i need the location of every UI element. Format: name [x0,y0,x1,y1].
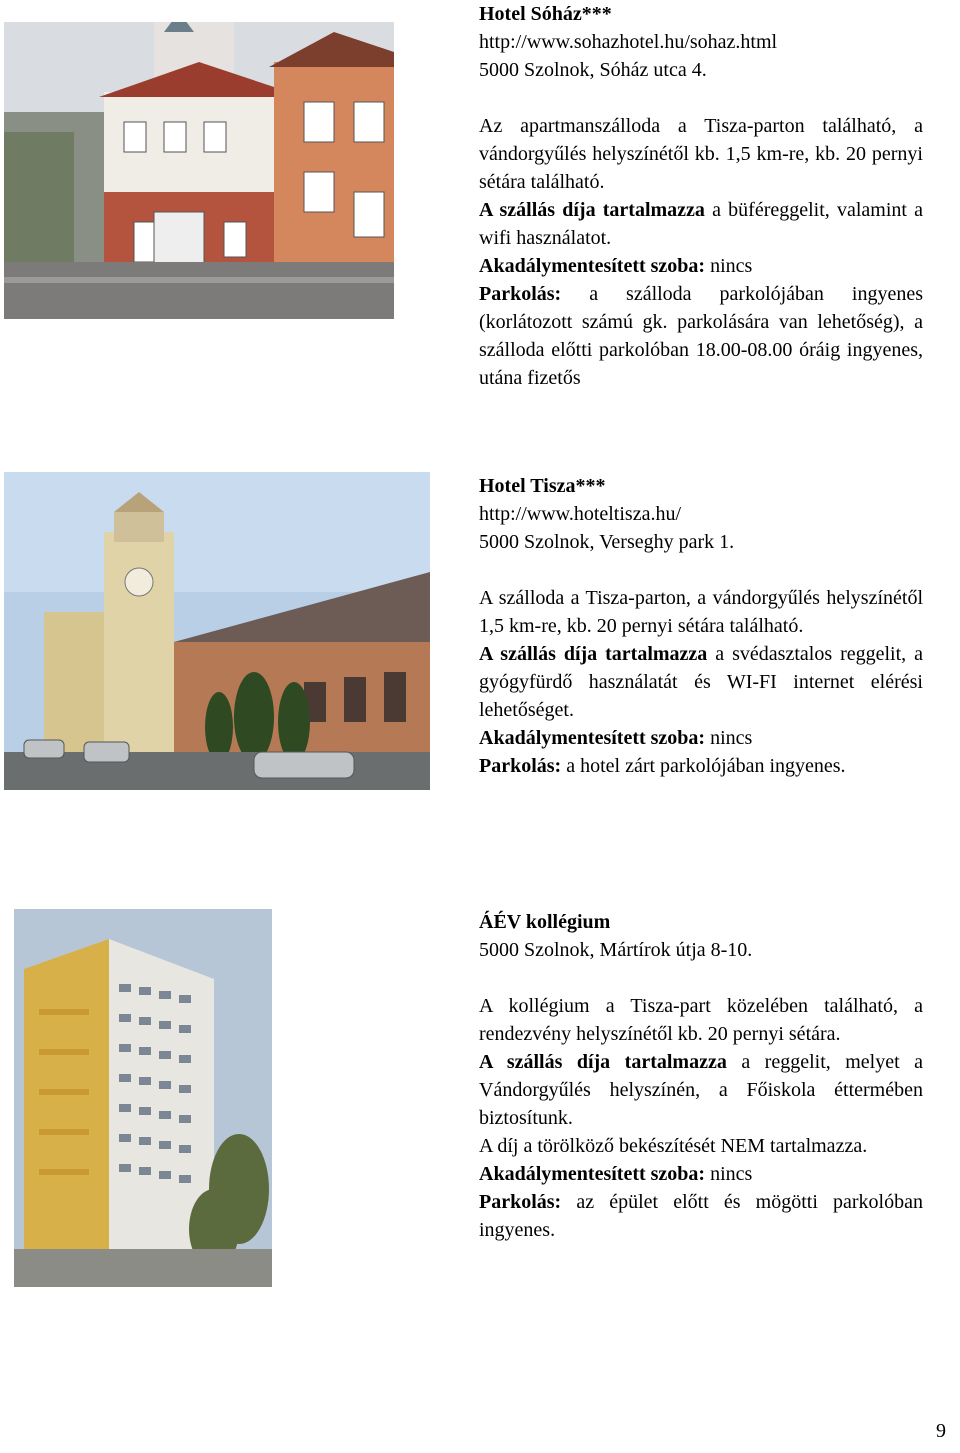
hotel-description: A szálloda a Tisza-parton, a vándorgyűlés helyszínétől 1,5 km-re, kb. 20 pernyi sétára található. [479,587,923,637]
hotel-accessibility [479,724,923,752]
parking-text: az épület előtt és mögötti parkolóban ingyenes. [479,1191,923,1241]
aev-dormitory-entry [479,908,923,1244]
hotel-sohaz-entry [479,0,923,392]
hotel-extra-note: A díj a törölköző bekészítését NEM tartalmazza. [479,1135,868,1157]
hotel-accessibility [479,1160,923,1188]
parking-label: Parkolás: [479,1191,562,1213]
fee-text: a büféreggelit, valamint a wifi használatot. [479,199,923,249]
hotel-url: http://www.sohazhotel.hu/sohaz.html [479,31,778,53]
accessibility-text: nincs [705,727,753,749]
hotel-tisza-entry [479,472,923,780]
hotel-address: 5000 Szolnok, Verseghy park 1. [479,531,735,553]
hotel-title: Hotel Sóház*** [479,3,612,25]
parking-text: a szálloda parkolójában ingyenes (korlátozott számú gk. parkolására van lehetőség), a szálloda előtti parkolóban 18.00-08.00 óráig ingyenes, utána fizetős [479,283,923,389]
parking-label: Parkolás: [479,283,562,305]
hotel-sohaz-photo [4,22,394,319]
hotel-description: Az apartmanszálloda a Tisza-parton található, a vándorgyűlés helyszínétől kb. 1,5 km-re, kb. 20 pernyi sétára található. [479,115,923,193]
accessibility-label: Akadálymentesített szoba: [479,727,706,749]
hotel-accessibility [479,252,923,280]
accessibility-label: Akadálymentesített szoba: [479,1163,706,1185]
hotel-parking [479,752,923,780]
parking-label: Parkolás: [479,755,562,777]
fee-text: a svédasztalos reggelit, a gyógyfürdő használatát és WI-FI internet elérési lehetőséget. [479,643,923,721]
hotel-tisza-photo [4,472,430,790]
hotel-url: http://www.hoteltisza.hu/ [479,503,682,525]
accessibility-label: Akadálymentesített szoba: [479,255,706,277]
hotel-fee [479,1048,923,1132]
fee-label: A szállás díja tartalmazza [479,199,705,221]
hotel-address: 5000 Szolnok, Mártírok útja 8-10. [479,939,753,961]
hotel-description: A kollégium a Tisza-part közelében található, a rendezvény helyszínétől kb. 20 pernyi sétára. [479,995,923,1045]
fee-text: a reggelit, melyet a Vándorgyűlés helyszínén, a Főiskola éttermében biztosítunk. [479,1051,924,1129]
fee-label: A szállás díja tartalmazza [479,1051,727,1073]
hotel-address: 5000 Szolnok, Sóház utca 4. [479,59,707,81]
hotel-title: ÁÉV kollégium [479,911,611,933]
accessibility-text: nincs [705,1163,753,1185]
hotel-fee [479,640,923,724]
aev-dormitory-photo [14,909,272,1287]
hotel-parking [479,280,923,392]
fee-label: A szállás díja tartalmazza [479,643,708,665]
accessibility-text: nincs [705,255,753,277]
page-number: 9 [936,1420,946,1442]
hotel-title: Hotel Tisza*** [479,475,606,497]
hotel-parking [479,1188,923,1244]
parking-text: a hotel zárt parkolójában ingyenes. [561,755,846,777]
hotel-fee [479,196,923,252]
